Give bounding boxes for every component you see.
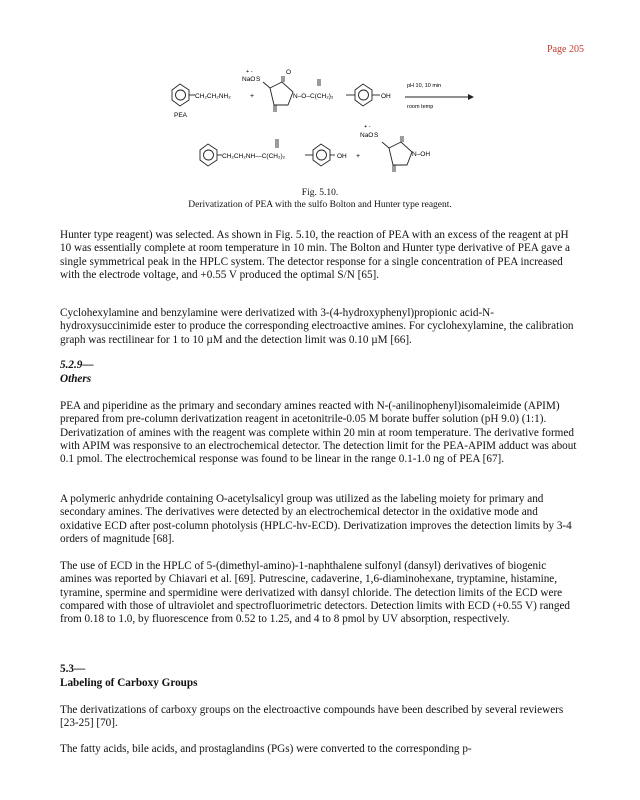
nhs-noh-label: N–OH [412,151,431,158]
so3-charge-label: + - [246,69,253,75]
conditions-bottom-label: room temp [407,104,434,110]
product-chain-label: CH₂CH₂NH—C(CH₂)₂ [222,153,286,160]
reagent-oh-label: OH [381,93,391,100]
reagent-s-label: S [256,76,261,83]
nhs-na-label: NaO [360,132,374,139]
reagent-oxo-label: O [286,69,292,76]
figure-caption: Derivatization of PEA with the sulfo Bolton and Hunter type reagent. [188,200,452,210]
paragraph-carboxy-reviews: The derivatizations of carboxy groups on the electroactive compounds have been described by several reviewers [23-25] [70]. [60,704,564,730]
section-title-carboxy: Labeling of Carboxy Groups [60,677,198,689]
product-oh-label: OH [337,153,347,160]
paragraph-dansyl: The use of ECD in the HPLC of 5-(dimethyl-amino)-1-naphthalene sulfonyl (dansyl) derivatives of biogenic amines was reported by Chiavari et al. [69]. Putrescine, cadaverine, 1,6-diaminohexane, tryptamine, histamine, tyramine, spermine and spermidine were derivatized with dansyl chloride. The detection limits of the ECD were compared with those of ultraviolet and spectrofluorimetric detectors. Detection limits with ECD (+0.55 V) ranged from 0.18 to 1.0, by fluorescence from 0.52 to 1.25, and 4 to 8 pmol by UV absorption, respectively. [60,560,571,626]
paragraph-fatty-acids: The fatty acids, bile acids, and prostaglandins (PGs) were converted to the corresponding p- [60,743,472,755]
conditions-top-label: pH 10, 10 min [407,83,442,89]
pea-label: PEA [174,112,188,119]
product-plus-sign: + [356,153,361,160]
paragraph-cyclohexylamine: Cyclohexylamine and benzylamine were derivatized with 3-(4-hydroxyphenyl)propionic acid-N-hydroxysuccinimide ester to produce the corresponding electroactive amines. For cyclohexylamine, the calibration graph was rectilinear for 1 to 10 µM and the detection limit was 0.10 µM [66]. [60,307,574,346]
nhs-so3-charge-label: + - [364,124,371,130]
page-number: Page 205 [547,44,584,55]
section-number-5-3: 5.3— [60,663,86,675]
nhs-s-label: S [374,132,379,139]
section-number-5-2-9: 5.2.9— [60,359,94,371]
paragraph-bolton-hunter: Hunter type reagent) was selected. As shown in Fig. 5.10, the reaction of PEA with an excess of the reagent at pH 10 was essentially complete at room temperature in 10 min. The Bolton and Hunter type derivative of PEA gave a single symmetrical peak in the HPLC system. The detector response for a single concentration of PEA increased with the electrode voltage, and +0.55 V produced the optimal S/N [65]. [60,229,570,281]
paragraph-apim: PEA and piperidine as the primary and secondary amines reacted with N-(-anilinophenyl)isomaleimide (APIM) prepared from pre-column derivatization reagent in acetonitrile-0.05 M borate buffer solution (pH 9.0) (1:1). Derivatization of amines with the reagent was complete within 20 min at room temperature. The derivative formed with APIM was responsive to an electrochemical detector. The detection limit for the PEA-APIM adduct was about 0.1 pmol. The electrochemical response was found to be linear in the range 0.1-1.0 ng of PEA [67]. [60,400,577,466]
reagent-na-label: NaO [242,76,256,83]
paragraph-polymeric-anhydride: A polymeric anhydride containing O-acetylsalicyl group was utilized as the labeling moiety for primary and secondary amines. The derivatives were detected by an electrochemical detector in the oxidative mode and oxidative ECD after post-column photolysis (HPLC-hv-ECD). Derivatization improves the detection limits by 3-4 orders of magnitude [68]. [60,493,572,545]
pea-chain-label: CH₂CH₂NH₂ [195,93,231,100]
ester-chain-label: N–O–C(CH₂)₂ [293,93,334,100]
figure-number: Fig. 5.10. [301,188,339,198]
reaction-scheme-figure [150,64,480,182]
section-title-others: Others [60,373,92,385]
plus-sign: + [250,93,255,100]
